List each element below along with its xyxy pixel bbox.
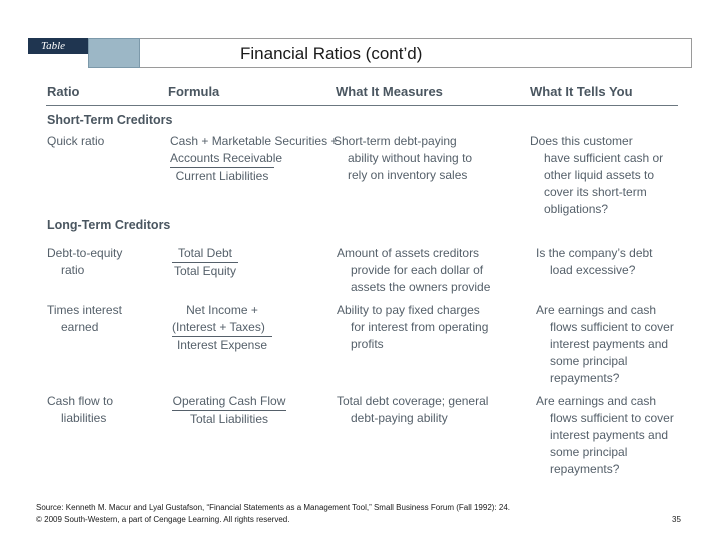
source-note: Source: Kenneth M. Macur and Lyal Gustafson, “Financial Statements as a Management Tool,” Small Business Forum (Fall 1992): 24.: [36, 503, 511, 512]
measures-times-interest: Ability to pay fixed charges for interest from operating profits: [337, 303, 489, 351]
copyright-note: © 2009 South-Western, a part of Cengage Learning. All rights reserved.: [36, 515, 290, 524]
ratio-debt-to-equity: Debt-to-equity ratio: [47, 246, 123, 277]
table-label: Table: [28, 38, 88, 54]
column-header-tells: What It Tells You: [530, 84, 633, 99]
tells-quick: Does this customer have sufficient cash or other liquid assets to cover its short-term obligations?: [530, 134, 664, 216]
measures-debt-to-equity: Amount of assets creditors provide for each dollar of assets the owners provide: [337, 246, 491, 294]
column-header-measures: What It Measures: [336, 84, 443, 99]
formula-cash-flow: Operating Cash Flow Total Liabilities: [172, 394, 286, 426]
ratio-quick: Quick ratio: [47, 134, 105, 148]
section-long-term: Long-Term Creditors: [47, 218, 171, 232]
measures-cash-flow: Total debt coverage; general debt-paying ability: [337, 394, 489, 425]
formula-times-interest: Net Income + (Interest + Taxes) Interest Expense: [172, 302, 272, 354]
formula-quick: Cash + Marketable Securities + Accounts Receivable Current Liabilities: [170, 134, 338, 183]
ratio-cash-flow: Cash flow to liabilities: [47, 394, 114, 425]
column-header-ratio: Ratio: [47, 84, 80, 99]
ratio-times-interest: Times interest earned: [47, 303, 122, 334]
page-number: 35: [672, 515, 681, 524]
header-divider: [46, 105, 678, 106]
tells-debt-to-equity: Is the company’s debt load excessive?: [536, 246, 653, 277]
header-accent-block: [88, 38, 140, 68]
column-header-formula: Formula: [168, 84, 220, 99]
page-title: Financial Ratios (cont’d): [240, 44, 423, 63]
formula-debt-to-equity: Total Debt Total Equity: [173, 246, 237, 278]
measures-quick: Short-term debt-paying ability without having to rely on inventory sales: [334, 134, 473, 182]
tells-cash-flow: Are earnings and cash flows sufficient to cover interest payments and some principal repayments?: [536, 394, 674, 476]
tells-times-interest: Are earnings and cash flows sufficient to cover interest payments and some principal repayments?: [536, 303, 674, 385]
section-short-term: Short-Term Creditors: [47, 113, 173, 127]
